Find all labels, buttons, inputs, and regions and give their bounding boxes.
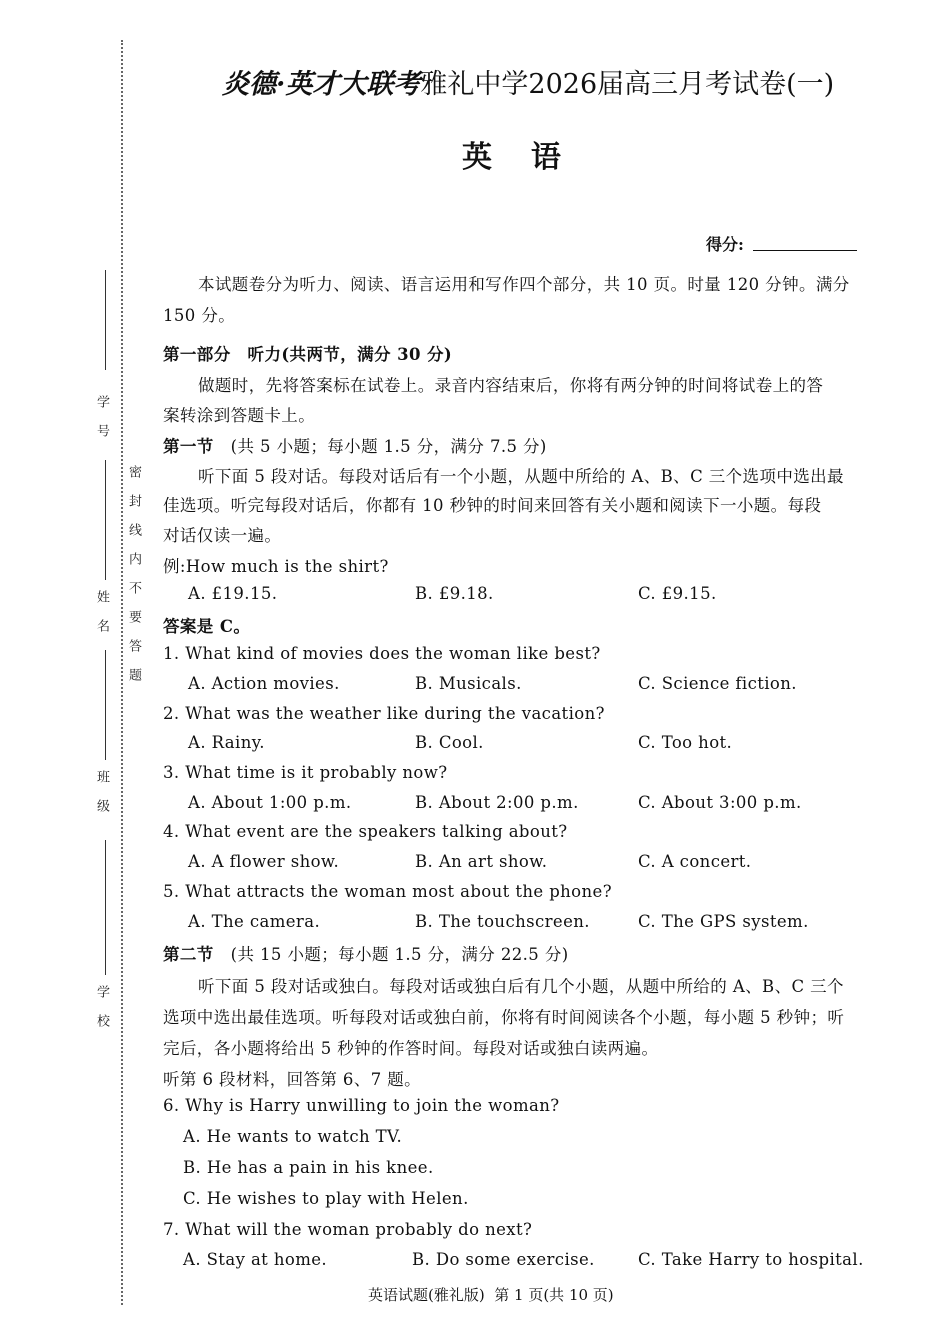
intro-line-1: 本试题卷分为听力、阅读、语言运用和写作四个部分，共 10 页。时量 120 分钟。满分 (198, 275, 850, 294)
intro-line-2: 150 分。 (163, 306, 236, 325)
exam-title-text: 雅礼中学2026届高三月考试卷(一) (420, 69, 835, 100)
q3-option-c[interactable]: C. About 3:00 p.m. (638, 793, 802, 812)
section1-heading: 第一节 (共 5 小题；每小题 1.5 分，满分 7.5 分) (163, 437, 547, 456)
part1-instr-1: 做题时，先将答案标在试卷上。录音内容结束后，你将有两分钟的时间将试卷上的答 (198, 376, 824, 395)
part1-instr-2: 案转涂到答题卡上。 (163, 406, 316, 425)
question-1: 1. What kind of movies does the woman like best? (163, 644, 601, 663)
part1-heading: 第一部分 听力(共两节，满分 30 分) (163, 345, 453, 364)
score-blank[interactable] (753, 250, 857, 251)
q4-option-a[interactable]: A. A flower show. (188, 852, 340, 871)
section2-instr-2: 选项中选出最佳选项。听每段对话或独白前，你将有时间阅读各个小题，每小题 5 秒钟；听 (163, 1008, 845, 1027)
seal-dotted-line (121, 40, 123, 1305)
section2-instr-1: 听下面 5 段对话或独白。每段对话或独白后有几个小题，从题中所给的 A、B、C 三个 (198, 977, 844, 996)
student-id-label: 学 号 (94, 395, 109, 444)
q3-option-a[interactable]: A. About 1:00 p.m. (188, 793, 352, 812)
section1-instr-3: 对话仅读一遍。 (163, 526, 282, 545)
q6-option-a[interactable]: A. He wants to watch TV. (183, 1127, 403, 1146)
question-2: 2. What was the weather like during the vacation? (163, 704, 605, 723)
example-answer: 答案是 C。 (163, 617, 251, 636)
question-6: 6. Why is Harry unwilling to join the woman? (163, 1096, 560, 1115)
class-label: 班 级 (94, 770, 109, 819)
q4-option-b[interactable]: B. An art show. (415, 852, 548, 871)
section1-instr-2: 佳选项。听完每段对话后，你都有 10 秒钟的时间来回答有关小题和阅读下一小题。每段 (163, 496, 822, 515)
q1-option-a[interactable]: A. Action movies. (188, 674, 340, 693)
q2-option-b[interactable]: B. Cool. (415, 733, 484, 752)
question-7: 7. What will the woman probably do next? (163, 1220, 533, 1239)
question-3: 3. What time is it probably now? (163, 763, 448, 782)
q4-option-c[interactable]: C. A concert. (638, 852, 752, 871)
q1-option-c[interactable]: C. Science fiction. (638, 674, 797, 693)
example-option-a: A. £19.15. (188, 584, 278, 603)
student-id-line (105, 270, 106, 370)
name-label: 姓 名 (94, 590, 109, 639)
q6-option-c[interactable]: C. He wishes to play with Helen. (183, 1189, 469, 1208)
page-footer: 英语试题(雅礼版) 第 1 页(共 10 页) (368, 1286, 614, 1304)
q5-option-a[interactable]: A. The camera. (188, 912, 321, 931)
section1-instr-1: 听下面 5 段对话。每段对话后有一个小题，从题中所给的 A、B、C 三个选项中选出最 (198, 467, 844, 486)
seal-notice: 密封线内不要答题 (126, 465, 141, 697)
q5-option-c[interactable]: C. The GPS system. (638, 912, 809, 931)
score-label: 得分: (706, 235, 744, 254)
q7-option-b[interactable]: B. Do some exercise. (412, 1250, 595, 1269)
q2-option-a[interactable]: A. Rainy. (188, 733, 265, 752)
class-line (105, 650, 106, 760)
q2-option-c[interactable]: C. Too hot. (638, 733, 733, 752)
q7-option-a[interactable]: A. Stay at home. (183, 1250, 328, 1269)
exam-title (222, 62, 834, 101)
question-5: 5. What attracts the woman most about the phone? (163, 882, 612, 901)
brand-name: 炎德·英才大联考 (222, 69, 421, 100)
section2-instr-3: 完后，各小题将给出 5 秒钟的作答时间。每段对话或独白读两遍。 (163, 1039, 659, 1058)
q6-option-b[interactable]: B. He has a pain in his knee. (183, 1158, 434, 1177)
section2-heading: 第二节 (共 15 小题；每小题 1.5 分，满分 22.5 分) (163, 945, 569, 964)
example-option-c: C. £9.15. (638, 584, 717, 603)
question-4: 4. What event are the speakers talking about? (163, 822, 568, 841)
q7-option-c[interactable]: C. Take Harry to hospital. (638, 1250, 864, 1269)
q3-option-b[interactable]: B. About 2:00 p.m. (415, 793, 579, 812)
example-option-b: B. £9.18. (415, 584, 494, 603)
material-note: 听第 6 段材料，回答第 6、7 题。 (163, 1070, 422, 1089)
example-question: 例:How much is the shirt? (163, 557, 389, 576)
school-label: 学 校 (94, 985, 109, 1034)
q1-option-b[interactable]: B. Musicals. (415, 674, 522, 693)
name-line (105, 460, 106, 580)
school-line (105, 840, 106, 975)
subject-title: 英 语 (462, 140, 567, 175)
q5-option-b[interactable]: B. The touchscreen. (415, 912, 590, 931)
